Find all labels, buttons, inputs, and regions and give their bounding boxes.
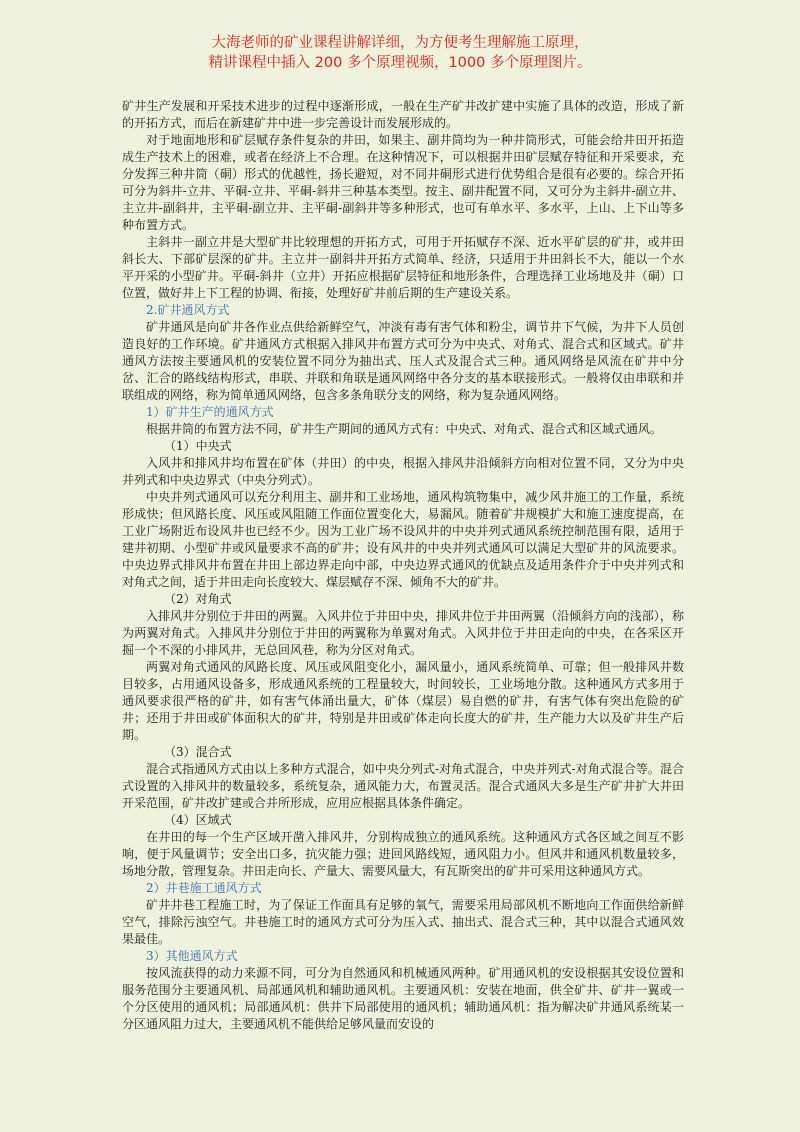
subheading-regional: （4）区域式: [164, 813, 232, 827]
paragraph: 按风流获得的动力来源不同，可分为自然通风和机械通风两种。矿用通风机的安设根据其安设位置和服务范围分主要通风机、局部通风机和辅助通风机。主要通风机：安装在地面，供全矿井、矿井一翼或一个分区使用的通风机；局部通风机：供井下局部使用的通风机；辅助通风机：指为解决矿井通风系统某一分区通风阻力过大，主要通风机不能供给足够风量而安设的: [122, 966, 684, 1031]
section-heading-roadway-ventilation: 2）井巷施工通风方式: [146, 881, 262, 895]
paragraph: 矿井生产发展和开采技术进步的过程中逐渐形成，一般在生产矿井改扩建中实施了具体的改造，形成了新的开拓方式，而后在新建矿井中进一步完善设计而发展形成的。: [122, 99, 684, 130]
paragraph: 中央并列式通风可以充分利用主、副井和工业场地，通风构筑物集中，减少风井施工的工作量，系统形成快；但风路长度、风压或风阻随工作面位置变化大，易漏风。随着矿井规模扩大和施工速度提高，在工业广场附近布设风井也已经不少。因为工业广场不设风井的中央并列式通风系统控制范围有限，适用于建井初期、小型矿井或风量要求不高的矿井；设有风井的中央并列式通风可以满足大型矿井的风流要求。中央边界式排风井布置在井田上部边界走向中部，中央边界式通风的优缺点及适用条件介于中央并列式和对角式之间，适于井田走向长度较大、煤层赋存不深、倾角不大的矿井。: [122, 490, 684, 589]
subheading-central: （1）中央式: [164, 439, 232, 453]
document-body: [122, 98, 684, 1033]
promo-banner: [0, 33, 800, 73]
paragraph: 入排风井分别位于井田的两翼。入风井位于井田中央，排风井位于井田两翼（沿倾斜方向的浅部），称为两翼对角式。入排风井分别位于井田的两翼称为单翼对角式。入风井位于井田走向的中央，在各采区开掘一个不深的小排风井，无总回风巷，称为分区对角式。: [122, 609, 684, 657]
section-heading-production-ventilation: 1）矿井生产的通风方式: [146, 405, 274, 419]
paragraph: 混合式指通风方式由以上多种方式混合，如中央分列式-对角式混合，中央并列式-对角式混合等。混合式设置的入排风井的数量较多，系统复杂，通风能力大，布置灵活。混合式通风大多是生产矿井扩大井田开采范围，矿井改扩建或合并所形成，应用应根据具体条件确定。: [122, 762, 684, 810]
banner-line-2: 精讲课程中插入 200 多个原理视频，1000 多个原理图片。: [208, 55, 592, 71]
paragraph: 矿井通风是向矿井各作业点供给新鲜空气，冲淡有毒有害气体和粉尘，调节井下气候，为井下人员创造良好的工作环境。矿井通风方式根据入排风井布置方式可分为中央式、对角式、混合式和区域式。矿井通风方法按主要通风机的安装位置不同分为抽出式、压人式及混合式三种。通风网络是风流在矿井中分岔、汇合的路线结构形式，串联、并联和角联是通风网络中各分支的基本联接形式。一般将仅由串联和并联组成的网络，称为简单通风网络，包含多条角联分支的网络，称为复杂通风网络。: [122, 320, 684, 402]
paragraph: 两翼对角式通风的风路长度、风压或风阻变化小，漏风量小，通风系统简单、可靠；但一般排风井数目较多，占用通风设备多，形成通风系统的工程量较大，时间较长，工业场地分散。这种通风方式多用于通风要求很严格的矿井，如有害气体涌出量大，矿体（煤层）易自燃的矿井，有害气体有突出危险的矿井；还用于井田或矿体面积大的矿井，特别是井田或矿体走向长度大的矿井，生产能力大以及矿井生产后期。: [122, 660, 684, 742]
subheading-mixed: （3）混合式: [164, 745, 232, 759]
paragraph: 对于地面地形和矿层赋存条件复杂的井田，如果主、副井筒均为一种井筒形式，可能会给井田开拓造成生产技术上的困难，或者在经济上不合理。在这种情况下，可以根据井田矿层赋存特征和开采要求，充分发挥三种井筒（硐）形式的优越性，扬长避短，对不同井硐形式进行优势组合是很有必要的。综合开拓可分为斜井-立井、平硐-立井、平硐-斜井三种基本类型。按主、副井配置不同，又可分为主斜井-副立井、主立井-副斜井，主平硐-副立井、主平硐-副斜井等多种形式，也可有单水平、多水平，上山、上下山等多种布置方式。: [122, 133, 684, 232]
section-heading-ventilation: 2.矿井通风方式: [146, 303, 230, 317]
paragraph: 在井田的每一个生产区域开凿入排风井，分别构成独立的通风系统。这种通风方式各区域之间互不影响，便于风量调节；安全出口多，抗灾能力强；进回风路线短，通风阻力小。但风井和通风机数量较多，场地分散，管理复杂。井田走向长、产量大、需要风量大，有瓦斯突出的矿井可采用这种通风方式。: [122, 830, 684, 878]
paragraph: 入风井和排风井均布置在矿体（井田）的中央，根据入排风井沿倾斜方向相对位置不同，又分为中央并列式和中央边界式（中央分列式）。: [122, 456, 684, 487]
section-heading-other-ventilation: 3）其他通风方式: [146, 949, 238, 963]
subheading-diagonal: （2）对角式: [164, 592, 232, 606]
banner-line-1: 大海老师的矿业课程讲解详细，为方便考生理解施工原理，: [211, 35, 589, 51]
paragraph: 根据井筒的布置方法不同，矿井生产期间的通风方式有：中央式、对角式、混合式和区域式通风。: [146, 422, 663, 436]
paragraph: 矿井井巷工程施工时，为了保证工作面具有足够的氧气，需要采用局部风机不断地向工作面供给新鲜空气，排除污浊空气。井巷施工时的通风方式可分为压入式、抽出式、混合式三种，其中以混合式通风效果最佳。: [122, 898, 684, 946]
paragraph: 主斜井一副立井是大型矿井比较理想的开拓方式，可用于开拓赋存不深、近水平矿层的矿井，或井田斜长大、下部矿层深的矿井。主立井一副斜井开拓方式简单、经济，只适用于井田斜长不大，能以一个水平开采的小型矿井。平硐-斜井（立井）开拓应根据矿层特征和地形条件，合理选择工业场地及井（硐）口位置，做好井上下工程的协调、衔接，处理好矿井前后期的生产建设关系。: [122, 235, 684, 300]
